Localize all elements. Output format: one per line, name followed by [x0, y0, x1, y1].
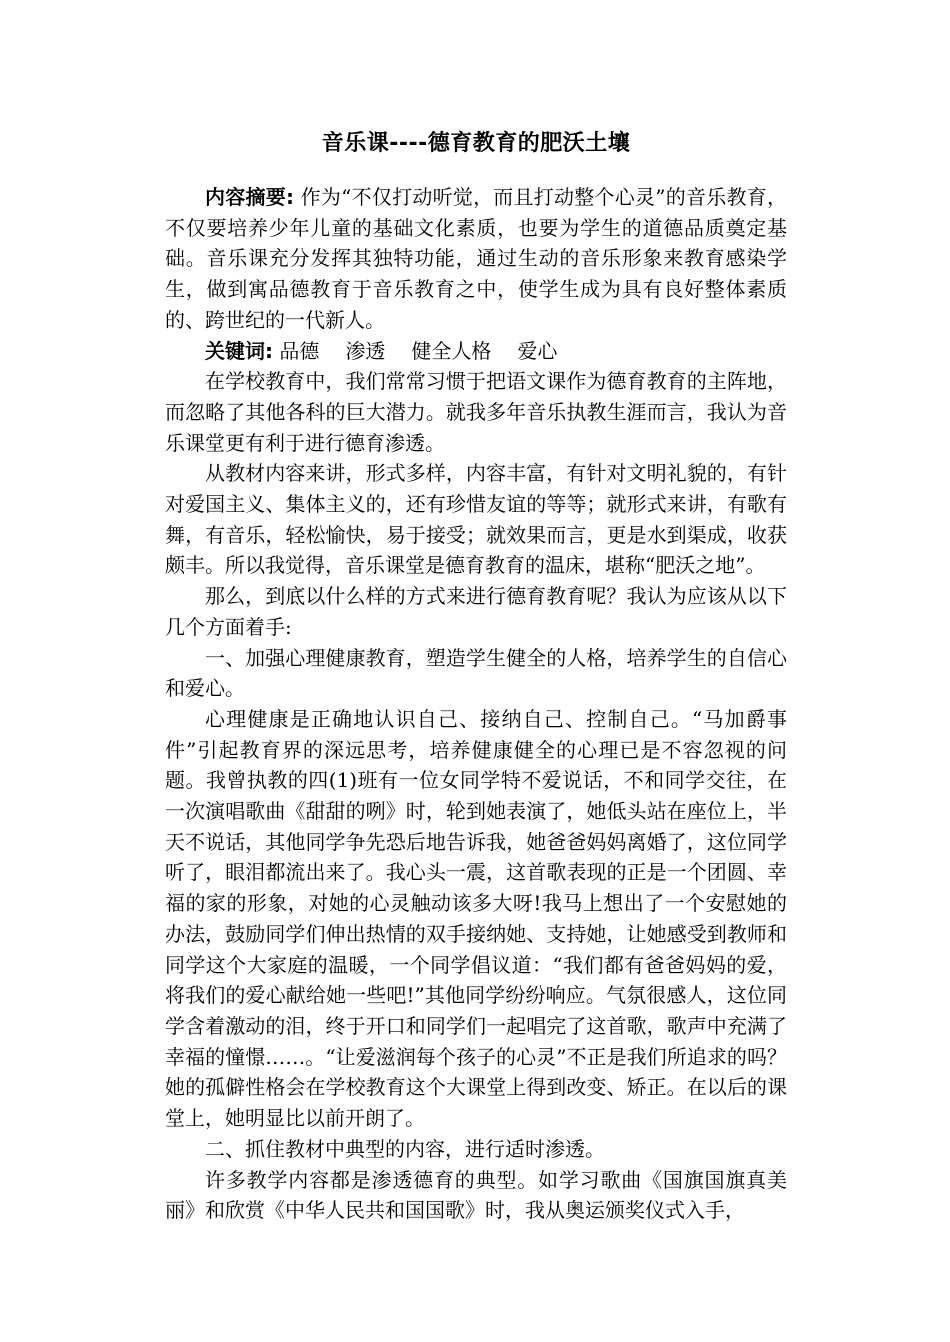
document-title: 音乐课----德育教育的肥沃土壤	[321, 131, 631, 156]
abstract-text: 作为“不仅打动听觉，而且打动整个心灵”的音乐教育，不仅要培养少年儿童的基础文化素质，也要为学生的道德品质奠定基础。音乐课充分发挥其独特功能，通过生动的音乐形象来教育感染学生，做到寓品德教育于音乐教育之中，使学生成为具有良好整体素质的、跨世纪的一代新人。	[165, 185, 788, 332]
keywords-label: 关键词:	[205, 338, 273, 363]
body-paragraph: 心理健康是正确地认识自己、接纳自己、控制自己。“马加爵事件”引起教育界的深远思考，培养健康健全的心理已是不容忽视的问题。我曾执教的四(1)班有一位女同学特不爱说话，不和同学交往，在一次演唱歌曲《甜甜的咧》时，轮到她表演了，她低头站在座位上，半天不说话，其他同学争先恐后地告诉我，她爸爸妈妈离婚了，这位同学听了，眼泪都流出来了。我心头一震，这首歌表现的正是一个团圆、幸福的家的形象，对她的心灵触动该多大呀!我马上想出了一个安慰她的办法，鼓励同学们伸出热情的双手接纳她、支持她，让她感受到教师和同学这个大家庭的温暖，一个同学倡议道：“我们都有爸爸妈妈的爱，将我们的爱心献给她一些吧!”其他同学纷纷响应。气氛很感人，这位同学含着激动的泪，终于开口和同学们一起唱完了这首歌，歌声中充满了幸福的憧憬……。“让爱滋润每个孩子的心灵”不正是我们所追求的吗？她的孤僻性格会在学校教育这个大课堂上得到改变、矫正。在以后的课堂上，她明显比以前开朗了。	[165, 706, 787, 1131]
keyword-item: 渗透	[345, 338, 386, 363]
section-heading: 二、抓住教材中典型的内容，进行适时渗透。	[205, 1136, 605, 1161]
keyword-item: 爱心	[517, 338, 558, 363]
body-paragraph: 许多教学内容都是渗透德育的典型。如学习歌曲《国旗国旗真美丽》和欣赏《中华人民共和国国歌》时，我从奥运颁奖仪式入手，	[165, 1167, 787, 1223]
keyword-item: 品德	[279, 338, 320, 363]
abstract-label: 内容摘要:	[205, 185, 294, 209]
document-page	[165, 124, 787, 1226]
keyword-item: 健全人格	[411, 338, 492, 363]
body-paragraph: 那么，到底以什么样的方式来进行德育教育呢？我认为应该从以下几个方面着手:	[165, 584, 787, 639]
keywords-paragraph	[165, 336, 787, 367]
body-paragraph: 在学校教育中，我们常常习惯于把语文课作为德育教育的主阵地，而忽略了其他各科的巨大潜力。就我多年音乐执教生涯而言，我认为音乐课堂更有利于进行德育渗透。	[165, 369, 787, 455]
body-paragraph: 从教材内容来讲，形式多样，内容丰富，有针对文明礼貌的，有针对爱国主义、集体主义的，还有珍惜友谊的等等；就形式来讲，有歌有舞，有音乐，轻松愉快，易于接受；就效果而言，更是水到渠成，收获颇丰。所以我觉得，音乐课堂是德育教育的温床，堪称“肥沃之地”。	[165, 461, 787, 578]
abstract-paragraph	[165, 182, 787, 336]
section-heading: 一、加强心理健康教育，塑造学生健全的人格，培养学生的自信心和爱心。	[165, 645, 787, 701]
